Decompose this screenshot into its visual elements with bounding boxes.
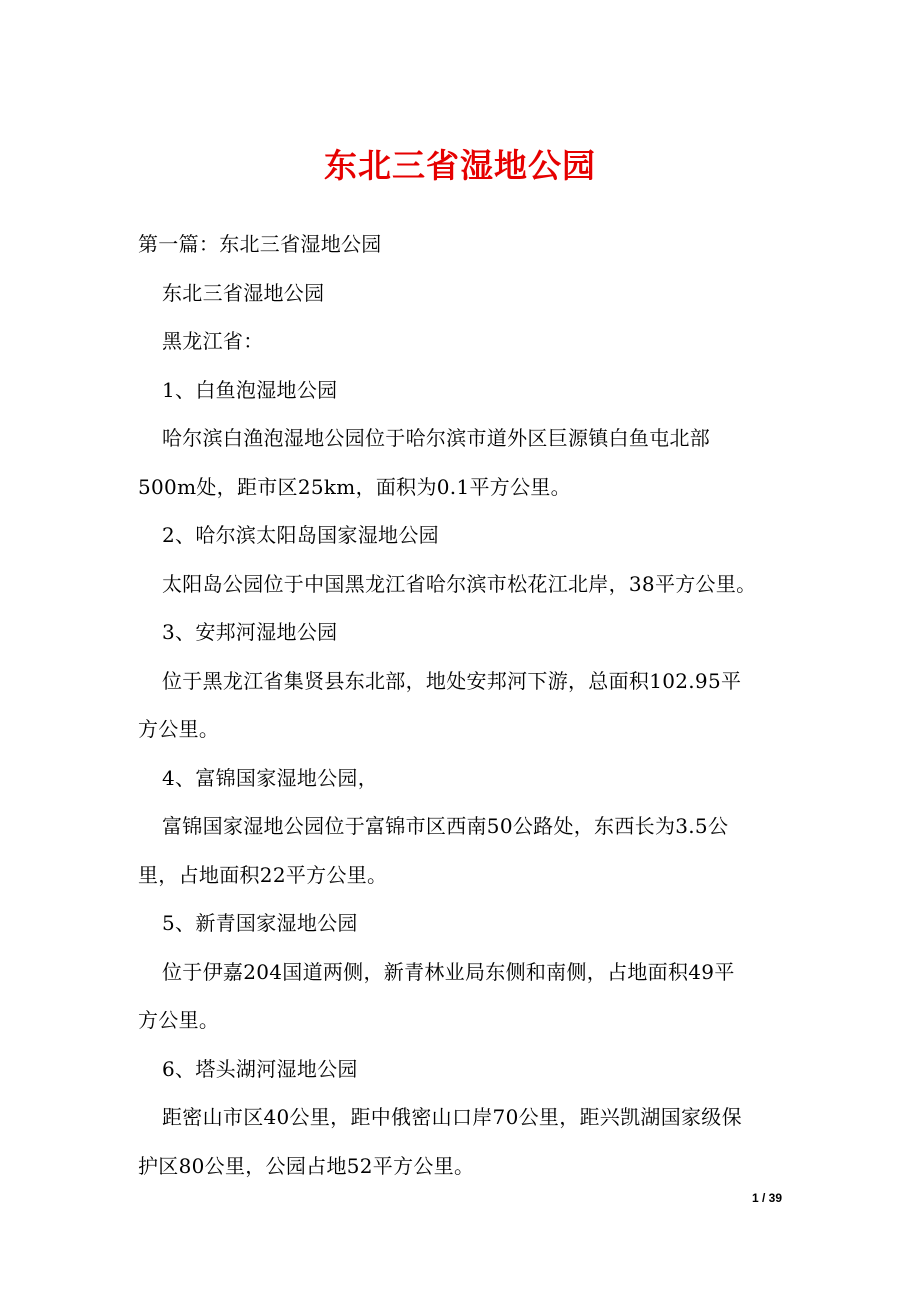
- paragraph: 富锦国家湿地公园位于富锦市区西南50公路处，东西长为3.5公: [162, 814, 729, 838]
- paragraph: 距密山市区40公里，距中俄密山口岸70公里，距兴凯湖国家级保: [162, 1105, 742, 1129]
- list-heading: 5、新青国家湿地公园: [162, 911, 358, 935]
- paragraph: 太阳岛公园位于中国黑龙江省哈尔滨市松花江北岸，38平方公里。: [162, 571, 757, 596]
- page-number: 1 / 39: [751, 1191, 782, 1205]
- paragraph: 哈尔滨白渔泡湿地公园位于哈尔滨市道外区巨源镇白鱼屯北部: [162, 426, 711, 450]
- document-body: [138, 220, 798, 1190]
- paragraph: 东北三省湿地公园: [162, 280, 325, 305]
- section-heading: 第一篇：东北三省湿地公园: [138, 232, 382, 256]
- paragraph-continuation: 500m处，距市区25km，面积为0.1平方公里。: [138, 474, 571, 499]
- paragraph-continuation: 护区80公里，公园占地52平方公里。: [138, 1153, 475, 1178]
- list-heading: 6、塔头湖河湿地公园: [162, 1056, 358, 1081]
- list-heading: 1、白鱼泡湿地公园: [162, 377, 338, 402]
- document-title: 东北三省湿地公园: [324, 146, 596, 185]
- list-heading: 2、哈尔滨太阳岛国家湿地公园: [162, 523, 439, 547]
- paragraph-continuation: 方公里。: [138, 1008, 220, 1032]
- list-heading: 3、安邦河湿地公园: [162, 620, 338, 644]
- paragraph: 黑龙江省：: [162, 329, 264, 353]
- paragraph: 位于黑龙江省集贤县东北部，地处安邦河下游，总面积102.95平: [162, 668, 742, 693]
- paragraph-continuation: 里，占地面积22平方公里。: [138, 862, 388, 887]
- paragraph: 位于伊嘉204国道两侧，新青林业局东侧和南侧，占地面积49平: [162, 959, 735, 984]
- list-heading: 4、富锦国家湿地公园，: [162, 765, 379, 790]
- paragraph-continuation: 方公里。: [138, 717, 220, 741]
